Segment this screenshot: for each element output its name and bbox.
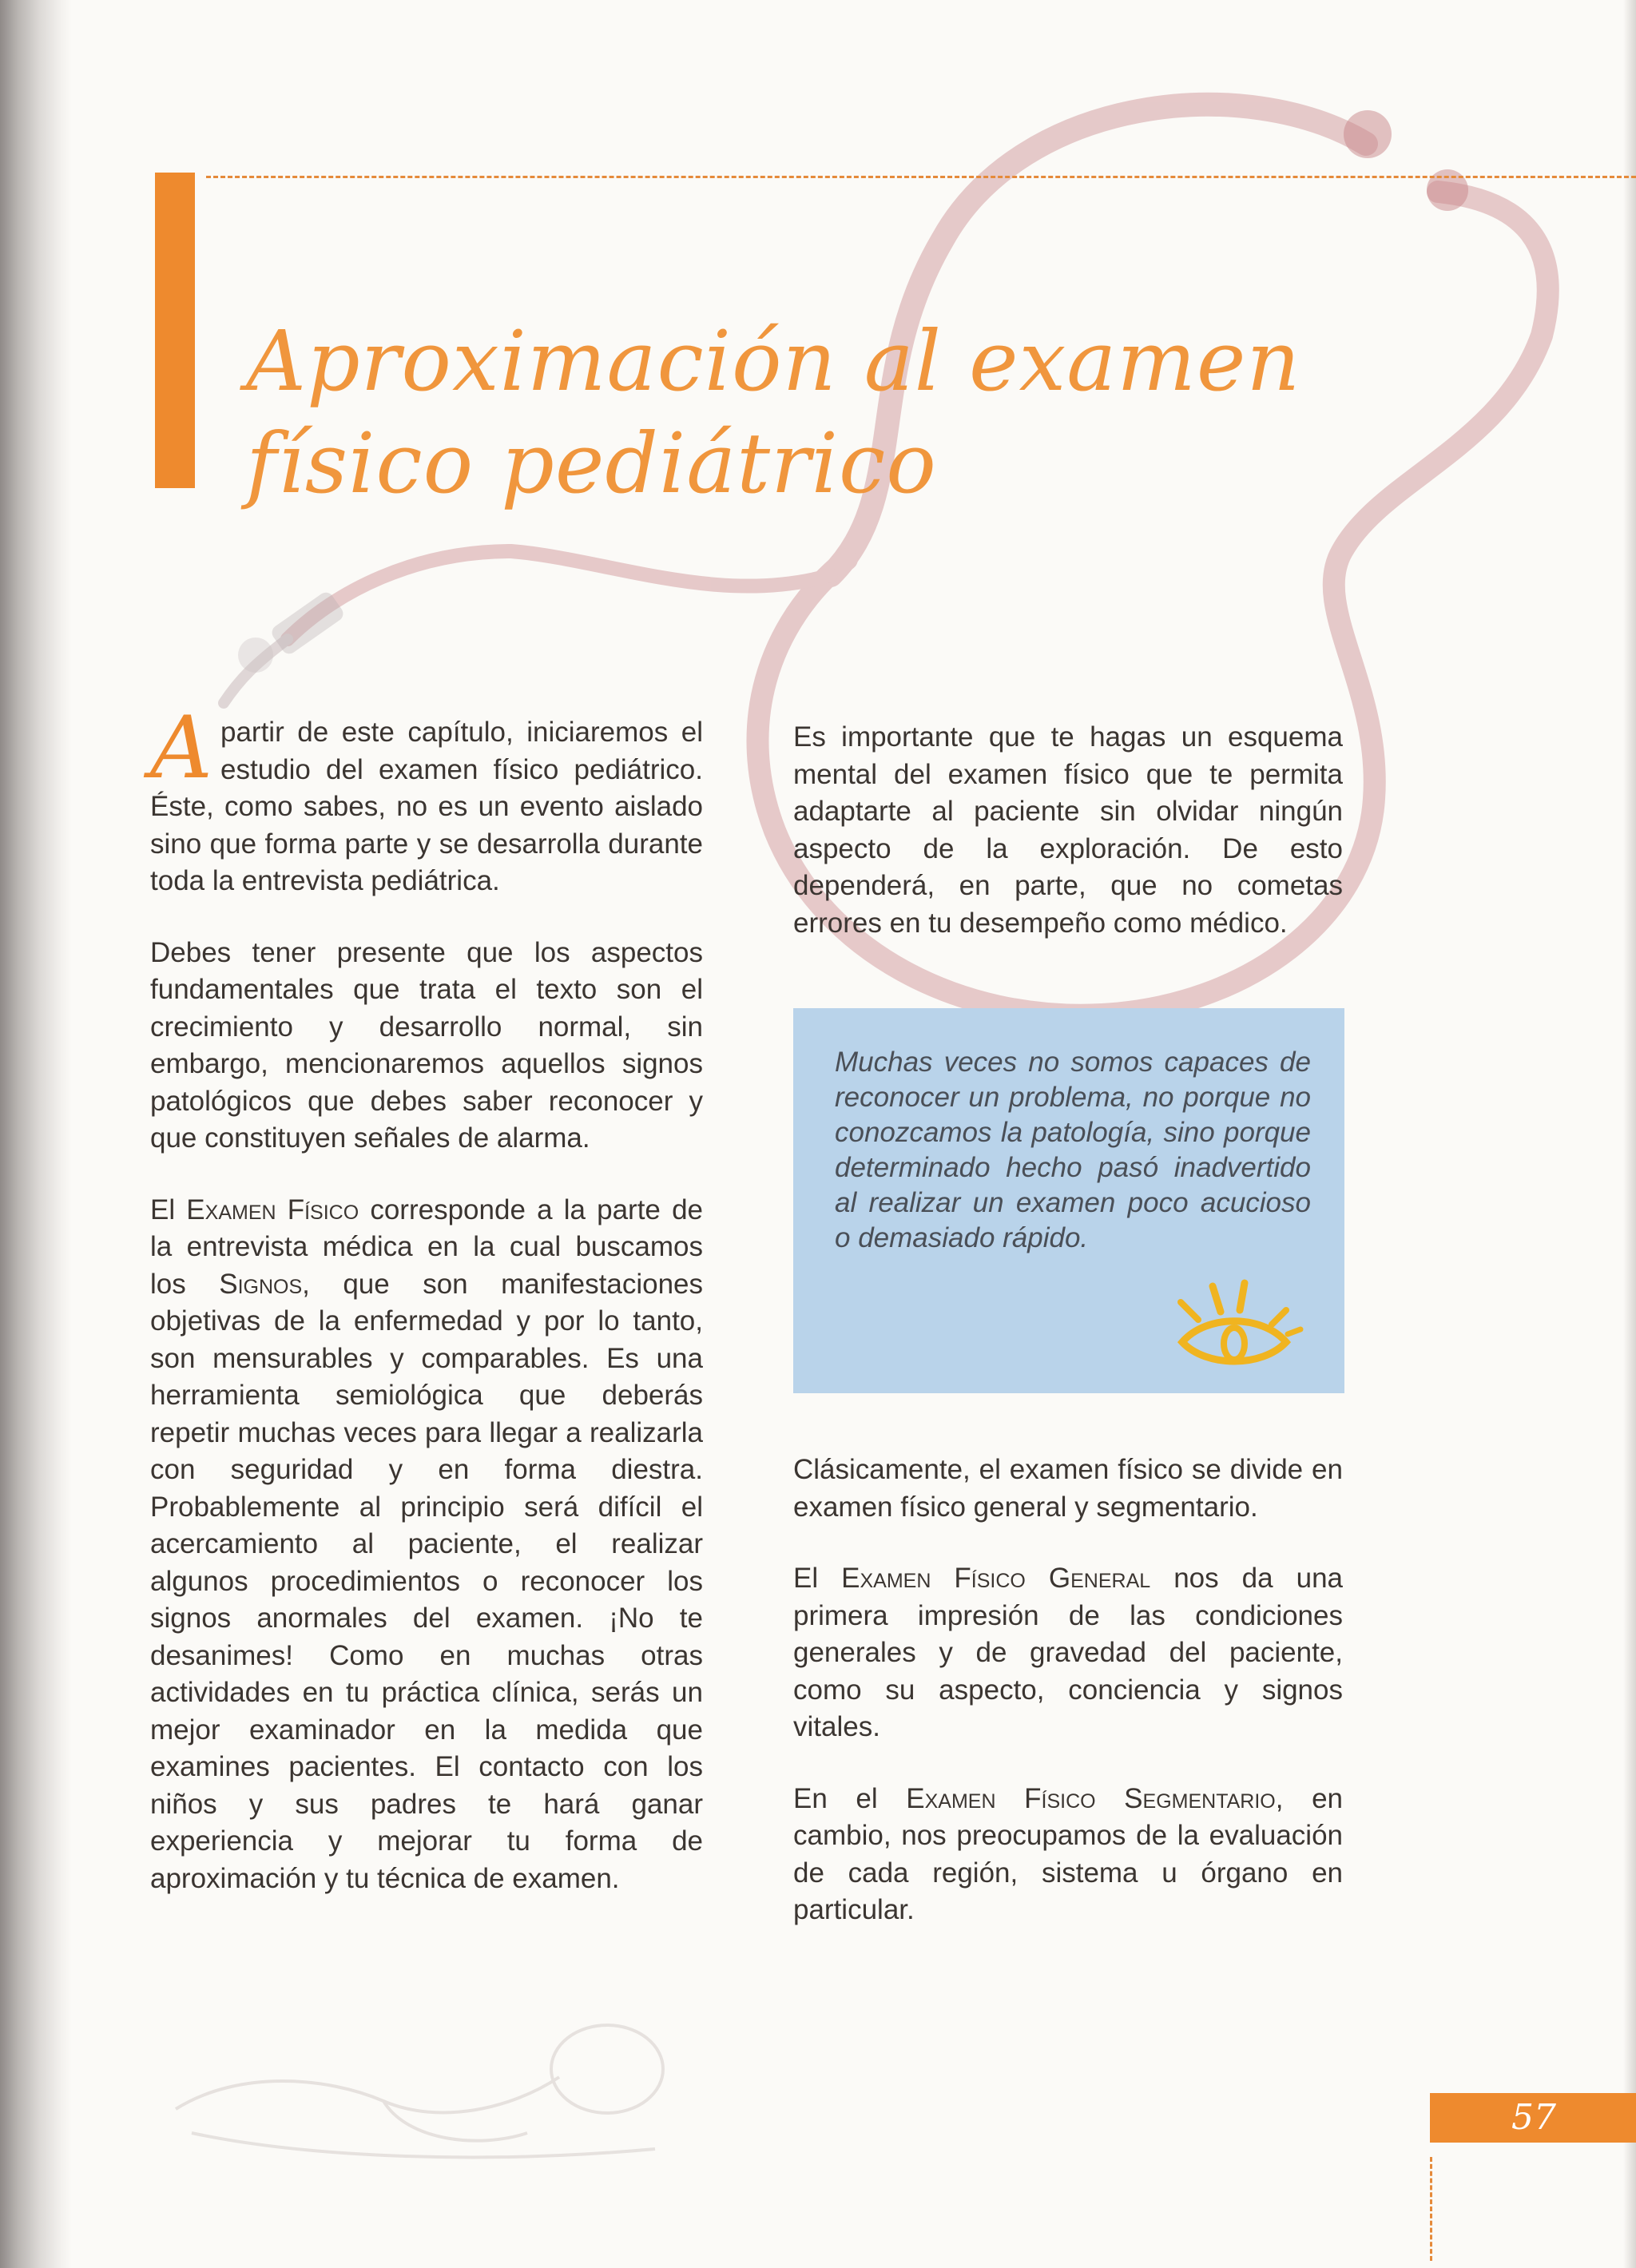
chapter-title-line-1: Aproximación al examen: [246, 312, 1301, 410]
mental-scheme-paragraph: Es importante que te hagas un esquema mental del examen físico que te permita adaptarte al paciente sin olvidar ningún aspecto de la exploración. De esto dependerá, en parte, que no cometas errores en tu desempeño como médico.: [793, 721, 1343, 939]
aspects-paragraph: Debes tener presente que los aspectos fundamentales que trata el texto son el crecimiento y desarrollo normal, sin embargo, mencionaremos aquellos signos patológicos que debes saber reconocer y que constituyen señales de alarma.: [150, 936, 703, 1154]
classification-paragraph: Clásicamente, el examen físico se divide en examen físico general y segmentario.: [793, 1454, 1343, 1523]
general-exam-paragraph: [793, 1560, 1343, 1746]
chapter-accent-bar: [155, 173, 195, 488]
text-fragment: , en cambio, nos preocupamos de la evaluación de cada región, sistema u órgano en particular.: [793, 1782, 1343, 1925]
margin-dashed-rule: [1430, 2157, 1432, 2261]
note-text: Muchas veces no somos capaces de reconocer un problema, no porque no conozcamos la patología, sino porque determinado hecho pasó inadvertido al realizar un examen poco acucioso o demasiado rápido.: [835, 1047, 1311, 1253]
text-fragment: corresponde a la parte de la entrevista médica en la cual buscamos los: [150, 1194, 703, 1300]
page-number: 57: [1511, 2097, 1556, 2138]
intro-paragraph: [150, 698, 703, 900]
segmental-exam-paragraph: [793, 1781, 1343, 1929]
intro-paragraph-text: partir de este capítulo, iniciaremos el estudio del examen físico pediátrico. Éste, como sabes, no es un evento aislado sino que forma parte y se desarrolla durante toda la entrevista pediátrica.: [150, 717, 703, 896]
term-examen-fisico-general: Examen Físico General: [841, 1563, 1151, 1594]
top-dashed-rule: [206, 176, 1636, 178]
text-fragment: , que son manifestaciones objetivas de la enfermedad y por lo tanto, son mensurables y comparables. Es una herramienta semiológica que deberás repetir muchas veces para llegar a realizarla con seguridad y en forma diestra. Probablemente al principio será difícil el acercamiento al paciente, el realizar algunos procedimientos o reconocer los signos anormales del examen. ¡No te desanimes! Como en muchas otras actividades en tu práctica clínica, serás un mejor examinador en la medida que examines pacientes. El contacto con los niños y sus padres te hará ganar experiencia y mejorar tu forma de aproximación y tu técnica de examen.: [150, 1268, 704, 1894]
text-fragment: En el: [793, 1782, 907, 1814]
text-fragment: El: [793, 1563, 842, 1594]
physical-exam-paragraph: [150, 1192, 703, 1898]
term-signos: Signos: [219, 1268, 303, 1300]
text-fragment: El: [150, 1194, 187, 1225]
chapter-title: [246, 310, 1444, 514]
term-examen-fisico: Examen Físico: [186, 1194, 359, 1225]
right-column-bottom: [793, 1452, 1343, 1964]
chapter-title-line-2: físico pediátrico: [246, 415, 937, 512]
drop-cap: A: [150, 698, 212, 798]
right-column-top: [793, 719, 1343, 976]
eye-icon: [1166, 1278, 1310, 1382]
text-fragment: nos da una primera impresión de las condiciones generales y de gravedad del paciente, como su aspecto, conciencia y signos vitales.: [793, 1563, 1344, 1742]
term-examen-fisico-segmentario: Examen Físico Segmentario: [906, 1782, 1276, 1814]
baby-sketch-illustration: [144, 1909, 751, 2173]
left-column: [150, 698, 704, 1932]
